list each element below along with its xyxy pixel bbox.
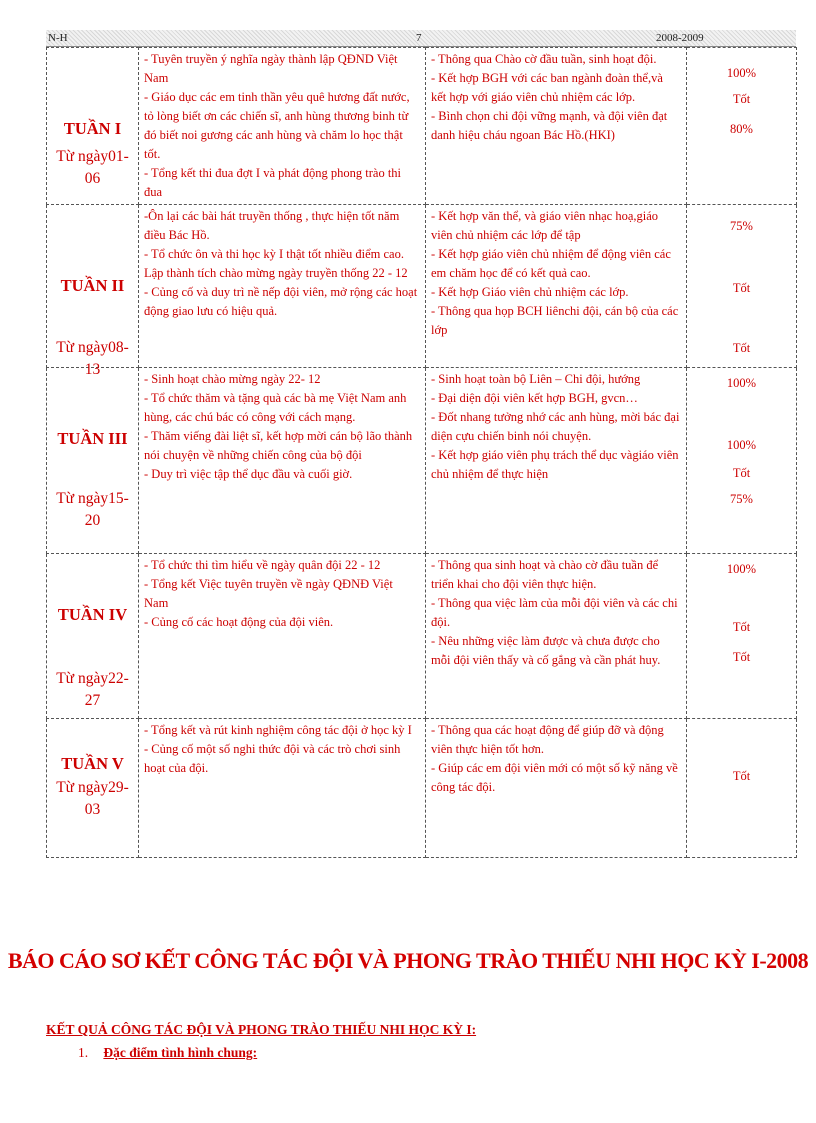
week-date: Từ ngày15-20 xyxy=(56,490,129,529)
week-cell xyxy=(47,719,139,858)
week-title: TUẦN II xyxy=(60,276,125,295)
measures-cell xyxy=(426,719,687,858)
measures-cell xyxy=(426,554,687,719)
content-line: - Củng cố và duy trì nề nếp đội viên, mở rộng các hoạt động giao lưu có hiệu quả. xyxy=(144,285,418,318)
measure-line: - Kết hợp Giáo viên chủ nhiệm các lớp. xyxy=(431,285,629,299)
week-title: TUẦN V xyxy=(61,754,124,773)
section-item xyxy=(78,1045,257,1061)
week-date: Từ ngày22-27 xyxy=(56,670,129,709)
content-line: Lập thành tích chào mừng ngày truyền thống 22 - 12 xyxy=(144,266,408,280)
result-cell xyxy=(687,205,797,368)
result-value: 100% xyxy=(726,562,757,576)
content-line: - Tổng kết thi đua đợt I và phát động phong trào thi đua xyxy=(144,166,402,199)
result-value: Tốt xyxy=(732,466,751,480)
measure-line: - Thông qua việc làm của mỗi đội viên và các chi đội. xyxy=(431,596,678,629)
week-cell xyxy=(47,554,139,719)
measures-cell xyxy=(426,48,687,205)
result-value: 75% xyxy=(730,219,753,233)
result-value: Tốt xyxy=(732,341,751,355)
content-line: -Ôn lại các bài hát truyền thống , thực hiện tốt năm điều Bác Hồ. xyxy=(144,209,400,242)
measure-line: - Đại diện đội viên kết hợp BGH, gvcn… xyxy=(431,391,638,405)
content-cell xyxy=(139,368,426,554)
result-cell xyxy=(687,48,797,205)
measure-line: - Thông qua Chào cờ đầu tuần, sinh hoạt đội. xyxy=(431,52,657,66)
week-title: TUẦN I xyxy=(63,119,122,138)
measure-line: - Giúp các em đội viên mới có một số kỹ năng về công tác đội. xyxy=(431,761,678,794)
section-item-label: Đặc điểm tình hình chung: xyxy=(103,1045,258,1060)
result-cell xyxy=(687,368,797,554)
week-title: TUẦN III xyxy=(57,429,128,448)
content-cell xyxy=(139,48,426,205)
content-line: - Củng cố các hoạt động của đội viên. xyxy=(144,615,334,629)
report-subtitle: KẾT QUẢ CÔNG TÁC ĐỘI VÀ PHONG TRÀO THIẾU NHI HỌC KỲ I: xyxy=(46,1022,477,1037)
school-year: 2008-2009 xyxy=(656,32,704,44)
header-left-text: N-H xyxy=(48,32,68,44)
content-line: - Thăm viếng đài liệt sĩ, kết hợp mời cán bộ lão thành nói chuyện về những chiến công của bộ đội xyxy=(144,429,413,462)
result-cell xyxy=(687,719,797,858)
result-value: Tốt xyxy=(732,650,751,664)
content-line: - Giáo dục các em tinh thần yêu quê hương đất nước, tỏ lòng biết ơn các chiến sĩ, anh hùng thương binh từ đó biết noi gương các anh hùng và chăm lo học thật tốt. xyxy=(144,90,410,161)
week-row xyxy=(47,554,797,719)
page-number: 7 xyxy=(416,32,422,44)
measure-line: - Sinh hoạt toàn bộ Liên – Chi đội, hướng xyxy=(431,372,641,386)
result-value: Tốt xyxy=(732,281,751,295)
weekly-plan-table xyxy=(46,47,797,858)
week-row xyxy=(47,368,797,554)
content-line: - Duy trì việc tập thể dục đầu và cuối giờ. xyxy=(144,467,353,481)
content-cell xyxy=(139,554,426,719)
measure-line: - Thông qua các hoạt động để giúp đỡ và động viên thực hiện tốt hơn. xyxy=(431,723,664,756)
content-line: - Sinh hoạt chào mừng ngày 22- 12 xyxy=(144,372,321,386)
week-cell xyxy=(47,368,139,554)
content-line: - Tổ chức ôn và thi học kỳ I thật tốt nhiều điểm cao. xyxy=(144,247,404,261)
result-value: 80% xyxy=(730,122,753,136)
content-line: - Tổ chức thi tìm hiểu về ngày quân đội 22 - 12 xyxy=(144,558,381,572)
week-cell xyxy=(47,48,139,205)
week-row xyxy=(47,205,797,368)
week-row xyxy=(47,719,797,858)
measure-line: - Kết hợp văn thể, và giáo viên nhạc hoạ,giáo viên chủ nhiệm các lớp để tập xyxy=(431,209,659,242)
page-header xyxy=(46,30,796,47)
content-cell xyxy=(139,719,426,858)
measure-line: - Kết hợp giáo viên chủ nhiệm để động viên các em chăm học để có kết quả cao. xyxy=(431,247,671,280)
measure-line: - Bình chọn chi đội vững mạnh, và đội viên đạt danh hiệu cháu ngoan Bác Hồ.(HKI) xyxy=(431,109,668,142)
section-item-number: 1. xyxy=(78,1045,89,1060)
content-line: - Tổng kết Việc tuyên truyền về ngày QĐNĐ Việt Nam xyxy=(144,577,393,610)
week-date: Từ ngày29-03 xyxy=(56,779,129,818)
result-value: Tốt xyxy=(732,620,751,634)
week-date: Từ ngày08-13 xyxy=(56,339,129,378)
result-value: 100% xyxy=(726,376,757,390)
measure-line: - Thông qua họp BCH liênchi đội, cán bộ của các lớp xyxy=(431,304,679,337)
measure-line: - Đốt nhang tưởng nhớ các anh hùng, mời bác đại diện cựu chiến binh nói chuyện. xyxy=(431,410,680,443)
measure-line: - Kết hợp giáo viên phụ trách thể dục vàgiáo viên chủ nhiệm để thực hiện xyxy=(431,448,679,481)
measure-line: - Kết hợp BGH với các ban ngành đoàn thể,và kết hợp với giáo viên chủ nhiệm các lớp. xyxy=(431,71,663,104)
content-line: - Tuyên truyền ý nghĩa ngày thành lập QĐND Việt Nam xyxy=(144,52,398,85)
measure-line: - Thông qua sinh hoạt và chào cờ đầu tuần để triển khai cho đội viên thực hiện. xyxy=(431,558,659,591)
result-value: Tốt xyxy=(732,769,751,783)
week-title: TUẦN IV xyxy=(57,605,128,624)
result-value: 75% xyxy=(730,492,753,506)
report-title: BÁO CÁO SƠ KẾT CÔNG TÁC ĐỘI VÀ PHONG TRÀO THIẾU NHI HỌC KỲ I-2008 xyxy=(7,948,809,973)
result-value: 100% xyxy=(726,66,757,80)
week-row xyxy=(47,48,797,205)
measure-line: - Nêu những việc làm được và chưa được cho mỗi đội viên thấy và cố gắng và cần phát huy. xyxy=(431,634,661,667)
week-cell xyxy=(47,205,139,378)
content-line: - Tổng kết và rút kinh nghiệm công tác đội ở học kỳ I xyxy=(144,723,412,737)
content-line: - Tổ chức thăm và tặng quà các bà mẹ Việt Nam anh hùng, các chú bác có công với cách mạng. xyxy=(144,391,407,424)
measures-cell xyxy=(426,368,687,554)
measures-cell xyxy=(426,205,687,368)
content-cell xyxy=(139,205,426,368)
result-value: Tốt xyxy=(732,92,751,106)
result-cell xyxy=(687,554,797,719)
result-value: 100% xyxy=(726,438,757,452)
content-line: - Củng cố một số nghi thức đội và các trò chơi sinh hoạt của đội. xyxy=(144,742,401,775)
week-date: Từ ngày01-06 xyxy=(56,148,129,187)
